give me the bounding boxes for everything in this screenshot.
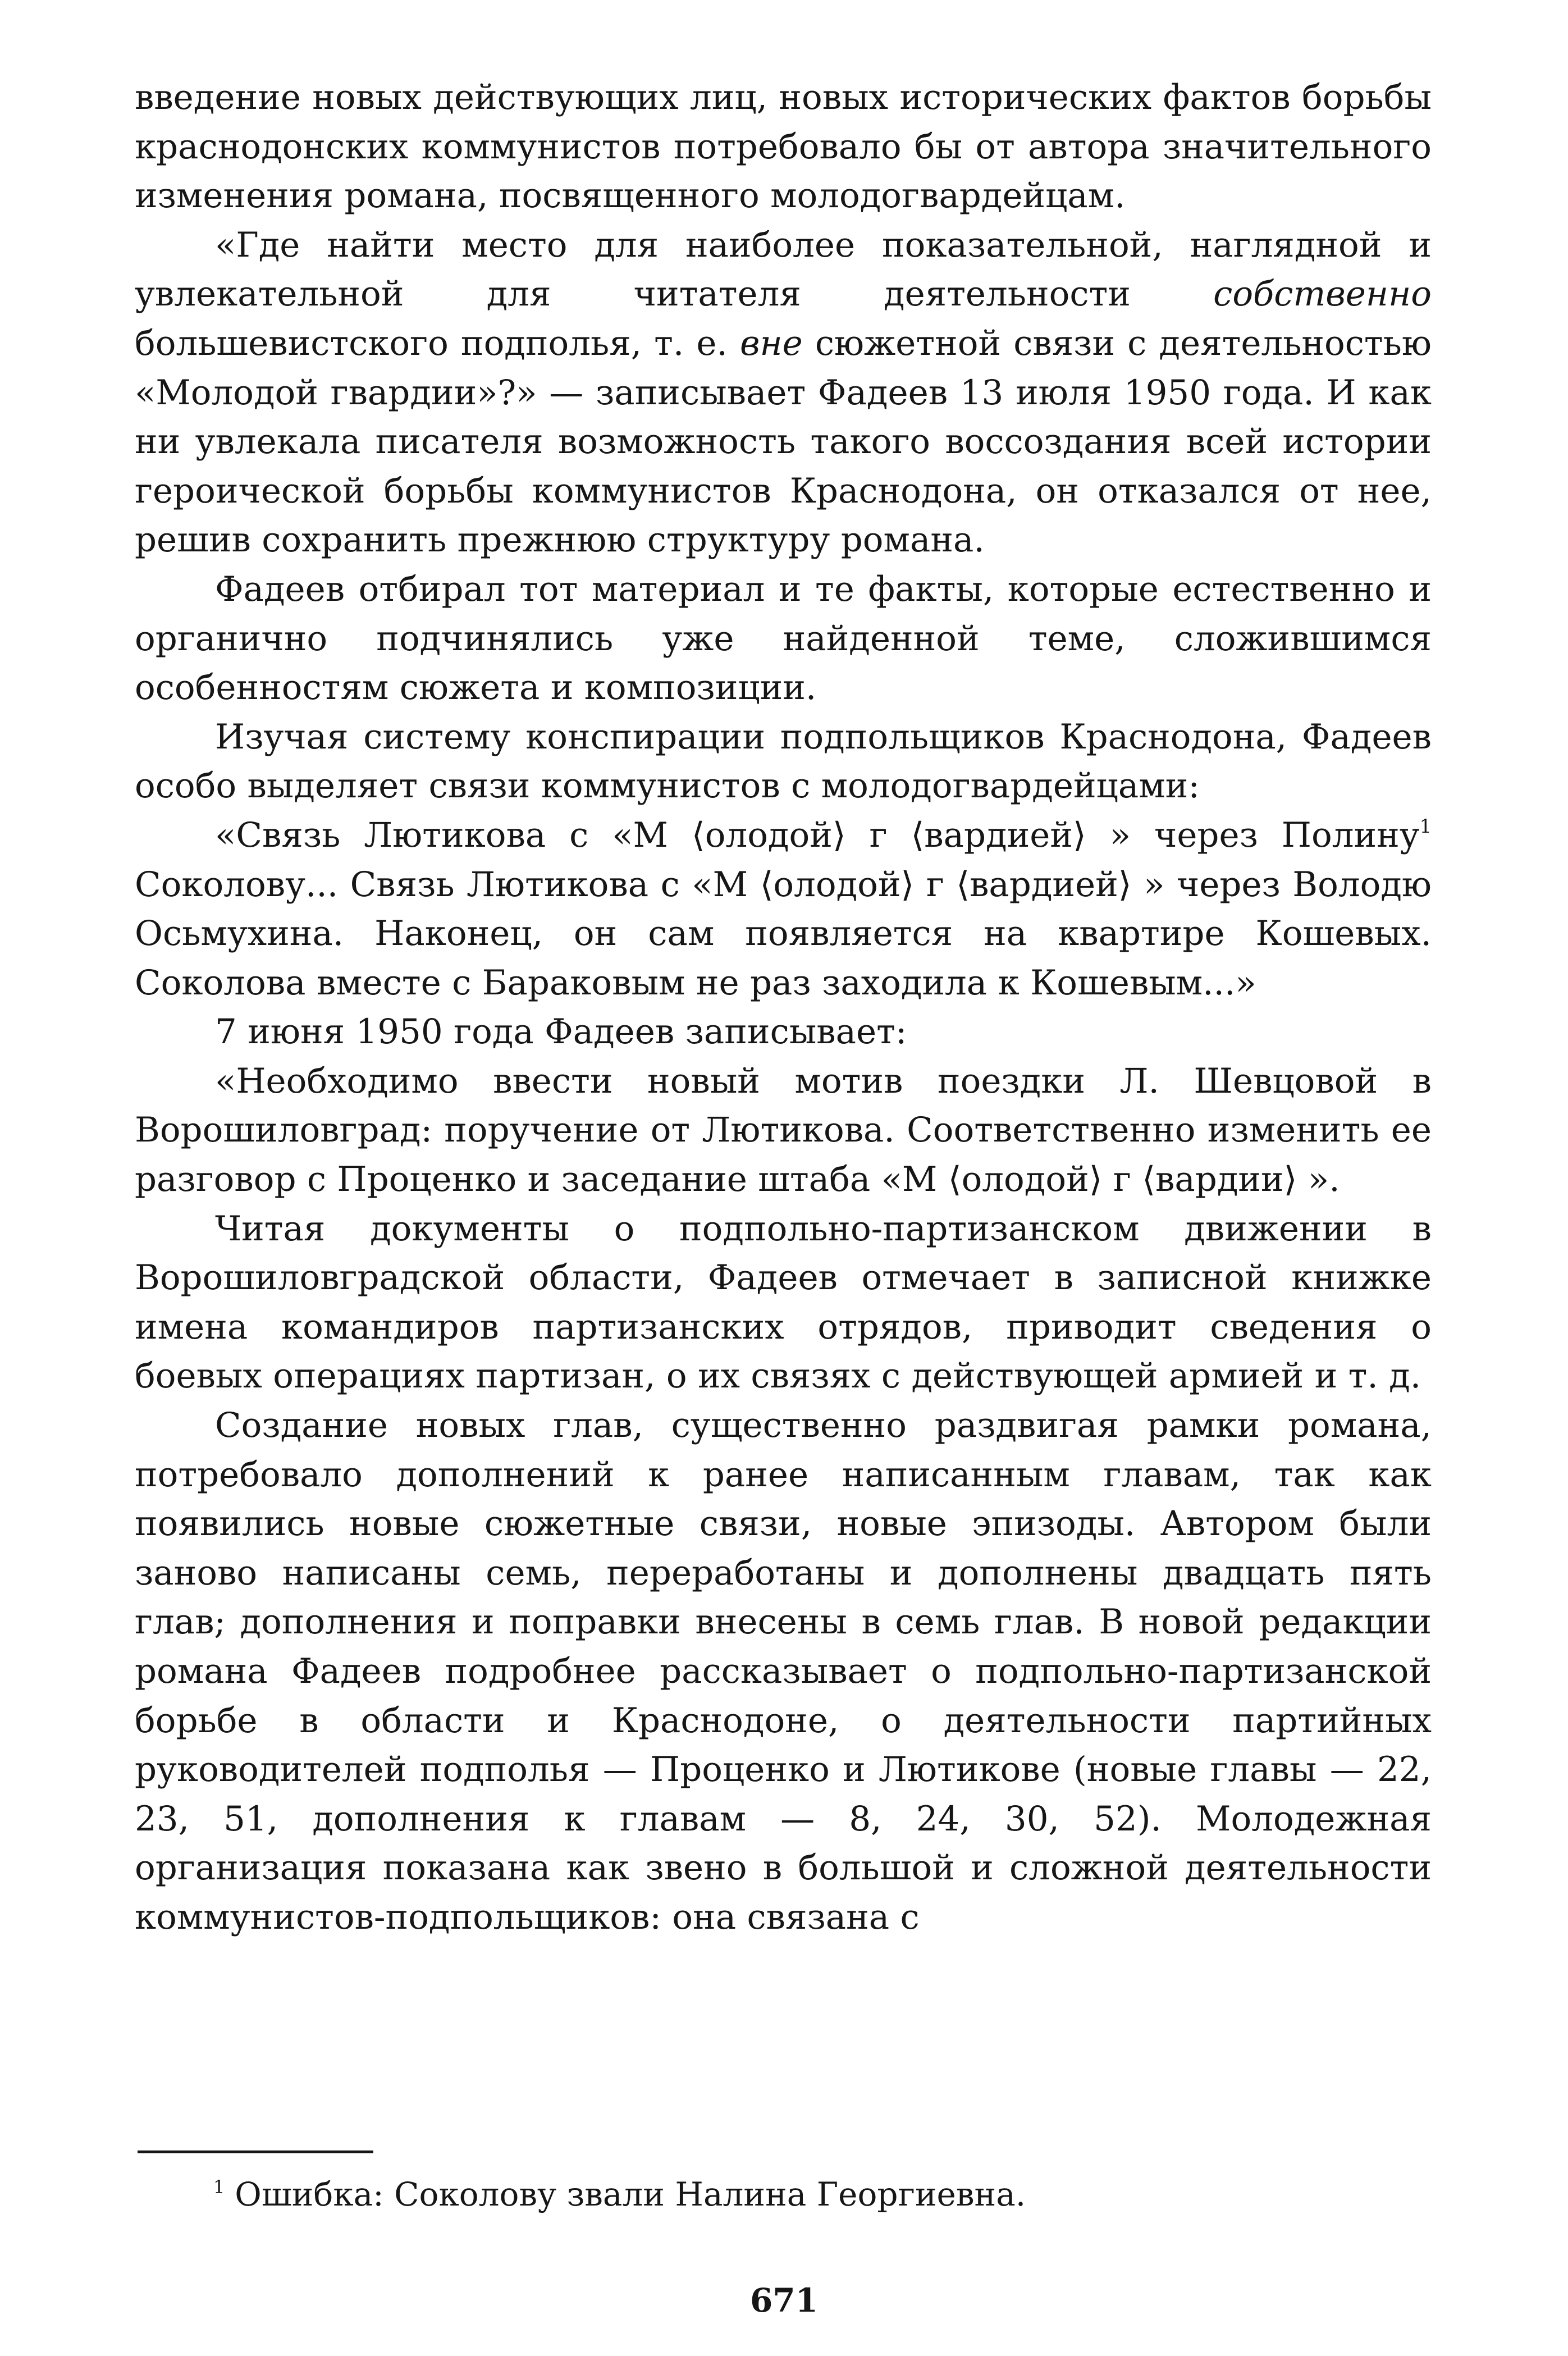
italic-emphasis: вне bbox=[739, 323, 803, 363]
text-run: большевистского подполья, т. е. bbox=[135, 323, 740, 363]
paragraph bbox=[135, 713, 1432, 811]
text-run: Читая документы о подпольно-партизанском движении в Ворошиловградской области, Фадеев отмечает в записной книжке имена командиров партизанских отрядов, приводит сведения о боевых операциях партизан, о их связях с действующей армией и т. д. bbox=[135, 1208, 1432, 1396]
footnote-reference: 1 bbox=[1419, 815, 1432, 837]
paragraph bbox=[135, 1204, 1432, 1401]
paragraph bbox=[135, 73, 1432, 221]
footnote bbox=[213, 2172, 1392, 2217]
paragraph bbox=[135, 811, 1432, 1007]
text-run: Соколову... Связь Лютикова с «М ⟨олодой⟩ г ⟨вардией⟩ » через Володю Осьмухина. Наконец, он сам появляется на квартире Кошевых. Соколова вместе с Бараковым не раз заходила к Кошевым...» bbox=[135, 864, 1432, 1003]
paragraph bbox=[135, 221, 1432, 565]
text-run: «Связь Лютикова с «М ⟨олодой⟩ г ⟨вардией⟩ » через Полину bbox=[215, 815, 1420, 855]
page-body bbox=[135, 73, 1432, 1942]
text-run: введение новых действующих лиц, новых исторических фактов борьбы краснодонских коммунистов потребовало бы от автора значительного изменения романа, посвященного молодогвардейцам. bbox=[135, 77, 1432, 216]
paragraph bbox=[135, 1401, 1432, 1942]
footnote-divider bbox=[138, 2150, 373, 2153]
footnote-text: Ошибка: Соколову звали Налина Георгиевна. bbox=[235, 2175, 1026, 2213]
paragraph bbox=[135, 1007, 1432, 1057]
paragraph bbox=[135, 1057, 1432, 1204]
text-run: «Где найти место для наиболее показательной, наглядной и увлекательной для читателя деятельности bbox=[135, 225, 1432, 314]
text-run: 7 июня 1950 года Фадеев записывает: bbox=[215, 1012, 907, 1052]
text-run: сюжетной связи с деятельностью «Молодой гвардии»?» — записывает Фадеев 13 июля 1950 года. И как ни увлекала писателя возможность такого воссоздания всей истории героической борьбы коммунистов Краснодона, он отказался от нее, решив сохранить прежнюю структуру романа. bbox=[135, 323, 1432, 560]
text-run: Фадеев отбирал тот материал и те факты, которые естественно и органично подчинялись уже найденной теме, сложившимся особенностям сюжета и композиции. bbox=[135, 569, 1432, 708]
main-text bbox=[135, 73, 1432, 1942]
text-run: «Необходимо ввести новый мотив поездки Л. Шевцовой в Ворошиловград: поручение от Лютикова. Соответственно изменить ее разговор с Проценко и заседание штаба «М ⟨олодой⟩ г ⟨вардии⟩ ». bbox=[135, 1061, 1432, 1200]
italic-emphasis: собственно bbox=[1213, 274, 1432, 314]
footnote-marker: 1 bbox=[213, 2176, 225, 2198]
text-run: Создание новых глав, существенно раздвигая рамки романа, потребовало дополнений к ранее написанным главам, так как появились новые сюжетные связи, новые эпизоды. Автором были заново написаны семь, переработаны и дополнены двадцать пять глав; дополнения и поправки внесены в семь глав. В новой редакции романа Фадеев подробнее рассказывает о подпольно-партизанской борьбе в области и Краснодоне, о деятельности партийных руководителей подполья — Проценко и Лютикове (новые главы — 22, 23, 51, дополнения к главам — 8, 24, 30, 52). Молодежная организация показана как звено в большой и сложной деятельности коммунистов-подпольщиков: она связана с bbox=[135, 1405, 1432, 1937]
paragraph bbox=[135, 565, 1432, 713]
text-run: Изучая систему конспирации подпольщиков Краснодона, Фадеев особо выделяет связи коммунистов с молодогвардейцами: bbox=[135, 716, 1432, 806]
page-number: 671 bbox=[749, 2281, 819, 2320]
